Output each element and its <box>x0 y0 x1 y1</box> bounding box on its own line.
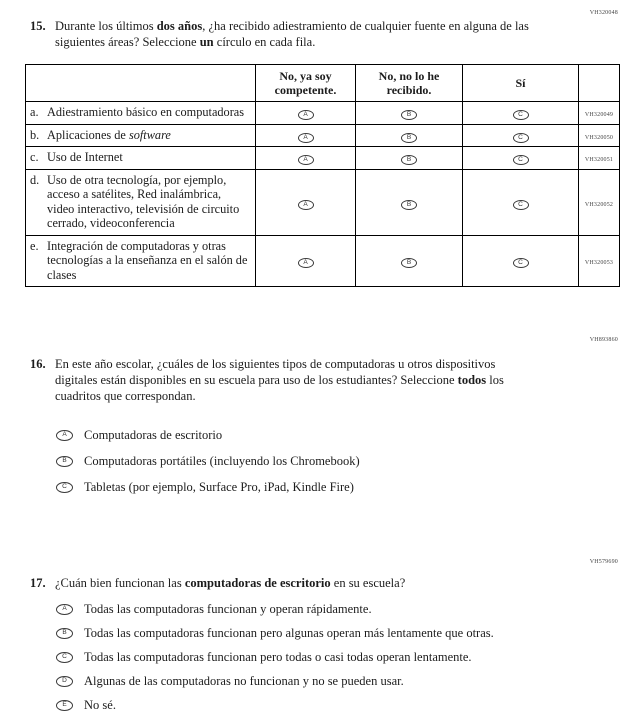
option-label: Computadoras de escritorio <box>84 428 223 442</box>
q15-text-bold: un <box>199 35 214 49</box>
oval-letter: C <box>518 156 523 164</box>
q17-option-a <box>56 601 494 617</box>
header-empty <box>26 65 256 102</box>
row-code-cell <box>579 147 620 170</box>
answer-oval[interactable] <box>513 110 529 120</box>
row-text-italic: software <box>128 127 171 142</box>
oval-letter: A <box>303 259 308 267</box>
answer-cell <box>356 169 463 235</box>
oval-letter: B <box>62 457 67 464</box>
answer-cell <box>256 147 356 170</box>
row-text: Uso de otra tecnología, por ejemplo, acceso a satélites, Red inalámbrica, video interactivo, televisión de circuito cerrado, videoconferencia <box>47 172 240 230</box>
answer-oval[interactable] <box>401 133 417 143</box>
row-code-cell <box>579 102 620 125</box>
item-code-q17: VH579690 <box>589 559 618 565</box>
answer-cell <box>463 169 579 235</box>
oval-letter: A <box>303 156 308 164</box>
row-label <box>26 235 256 287</box>
oval-letter: D <box>62 677 67 684</box>
row-label <box>26 169 256 235</box>
row-letter: c. <box>30 150 39 164</box>
question-16-text <box>55 356 535 404</box>
oval-letter: B <box>406 200 412 208</box>
q15-text-bold: dos años <box>156 19 203 33</box>
q15-text-seg: círculo en cada fila. <box>213 35 316 49</box>
row-item-code: VH320053 <box>584 260 614 267</box>
q16-text-seg: los cuadritos que correspondan. <box>55 373 504 403</box>
answer-cell <box>356 102 463 125</box>
table-row <box>26 124 620 147</box>
answer-cell <box>256 235 356 287</box>
oval-letter: A <box>303 111 308 119</box>
q17-option-b <box>56 625 494 641</box>
q15-answer-grid <box>25 64 620 287</box>
row-item-code: VH320049 <box>584 112 614 119</box>
question-15-text <box>55 18 550 50</box>
question-15-number: 15. <box>30 19 46 33</box>
q16-text-seg: En este año escolar, ¿cuáles de los siguientes tipos de computadoras u otros dispositivos digitales están disponibles en su escuela para uso de los estudiantes? Seleccione <box>55 357 496 387</box>
row-letter: a. <box>30 105 39 119</box>
oval-letter: B <box>406 111 412 119</box>
answer-cell <box>463 124 579 147</box>
question-17-text <box>55 575 405 591</box>
oval-letter: A <box>62 605 67 612</box>
item-code-q16: VH893860 <box>589 337 618 343</box>
oval-letter: B <box>62 629 67 636</box>
answer-oval[interactable] <box>298 155 314 165</box>
oval-letter: C <box>518 200 523 208</box>
row-text: Integración de computadoras y otras tecnologías a la enseñanza en el salón de clases <box>47 238 248 282</box>
oval-letter: A <box>303 133 308 141</box>
q17-text-seg: ¿Cuán bien funcionan las <box>55 576 185 590</box>
answer-oval[interactable] <box>401 200 417 210</box>
q16-option-c <box>56 479 360 495</box>
header-col-no-recibido: No, no lo he recibido. <box>356 65 463 102</box>
row-text: Adiestramiento básico en computadoras <box>47 105 245 119</box>
oval-letter: B <box>406 133 412 141</box>
radio-oval[interactable] <box>56 628 73 639</box>
option-label: Todas las computadoras funcionan pero algunas operan más lentamente que otras. <box>84 626 494 640</box>
radio-oval[interactable] <box>56 676 73 687</box>
q15-text-seg: , ¿ha recibido adiestramiento de cualquier fuente en alguna de las siguientes áreas? Seleccione <box>55 19 529 49</box>
q16-options <box>56 427 360 505</box>
row-letter: d. <box>30 172 40 187</box>
row-label <box>26 147 256 170</box>
q17-option-e <box>56 697 494 713</box>
answer-cell <box>256 102 356 125</box>
answer-oval[interactable] <box>298 133 314 143</box>
question-16-number: 16. <box>30 357 46 371</box>
q17-options <box>56 601 494 721</box>
row-text: Uso de Internet <box>47 150 123 164</box>
answer-cell <box>256 169 356 235</box>
answer-cell <box>356 235 463 287</box>
answer-cell <box>463 147 579 170</box>
oval-letter: C <box>62 653 67 660</box>
option-label: Algunas de las computadoras no funcionan y no se pueden usar. <box>84 674 404 688</box>
option-label: Todas las computadoras funcionan y operan rápidamente. <box>84 602 372 616</box>
question-15 <box>30 18 550 50</box>
radio-oval[interactable] <box>56 604 73 615</box>
answer-oval[interactable] <box>401 110 417 120</box>
oval-letter: B <box>406 156 412 164</box>
question-17 <box>30 575 610 591</box>
question-17-number: 17. <box>30 576 46 590</box>
answer-cell <box>463 235 579 287</box>
table-row <box>26 147 620 170</box>
row-label <box>26 102 256 125</box>
answer-oval[interactable] <box>513 258 529 268</box>
q15-text-seg: Durante los últimos <box>55 19 157 33</box>
q17-option-d <box>56 673 494 689</box>
answer-oval[interactable] <box>513 133 529 143</box>
answer-cell <box>256 124 356 147</box>
row-item-code: VH320051 <box>584 157 614 164</box>
q16-option-b <box>56 453 360 469</box>
q16-text-bold: todos <box>457 373 487 387</box>
answer-oval[interactable] <box>401 155 417 165</box>
q17-text-seg: en su escuela? <box>330 576 406 590</box>
row-letter: b. <box>30 127 40 142</box>
row-code-cell <box>579 169 620 235</box>
oval-letter: C <box>62 483 67 490</box>
q17-text-bold: computadoras de escritorio <box>184 576 331 590</box>
row-letter: e. <box>30 238 39 253</box>
answer-oval[interactable] <box>513 200 529 210</box>
answer-oval[interactable] <box>298 200 314 210</box>
row-item-code: VH320052 <box>584 201 614 208</box>
q17-option-c <box>56 649 494 665</box>
header-col-si: Sí <box>463 65 579 102</box>
row-label <box>26 124 256 147</box>
row-text-seg: Aplicaciones de <box>47 127 129 142</box>
answer-oval[interactable] <box>513 155 529 165</box>
header-codes-empty <box>579 65 620 102</box>
radio-oval[interactable] <box>56 652 73 663</box>
oval-letter: C <box>518 111 523 119</box>
oval-letter: A <box>62 431 67 438</box>
answer-oval[interactable] <box>401 258 417 268</box>
answer-oval[interactable] <box>298 110 314 120</box>
table-header-row <box>26 65 620 102</box>
table-row <box>26 102 620 125</box>
oval-letter: E <box>62 701 67 708</box>
oval-letter: C <box>518 259 523 267</box>
oval-letter: B <box>406 259 412 267</box>
option-label: Todas las computadoras funcionan pero todas o casi todas operan lentamente. <box>84 650 472 664</box>
checkbox-oval[interactable] <box>56 430 73 441</box>
answer-cell <box>356 124 463 147</box>
answer-cell <box>463 102 579 125</box>
radio-oval[interactable] <box>56 700 73 711</box>
row-text <box>47 128 250 143</box>
answer-oval[interactable] <box>298 258 314 268</box>
header-col-competente: No, ya soy competente. <box>256 65 356 102</box>
option-label: Tabletas (por ejemplo, Surface Pro, iPad, Kindle Fire) <box>84 480 354 494</box>
row-item-code: VH320050 <box>584 134 614 141</box>
oval-letter: A <box>303 200 308 208</box>
oval-letter: C <box>518 133 523 141</box>
question-16 <box>30 356 535 404</box>
table-row <box>26 235 620 287</box>
answer-cell <box>356 147 463 170</box>
row-code-cell <box>579 235 620 287</box>
checkbox-oval[interactable] <box>56 456 73 467</box>
option-label: Computadoras portátiles (incluyendo los Chromebook) <box>84 454 360 468</box>
checkbox-oval[interactable] <box>56 482 73 493</box>
option-label: No sé. <box>84 698 116 712</box>
item-code-q15: VH320048 <box>589 10 618 16</box>
row-code-cell <box>579 124 620 147</box>
table-row <box>26 169 620 235</box>
q16-option-a <box>56 427 360 443</box>
